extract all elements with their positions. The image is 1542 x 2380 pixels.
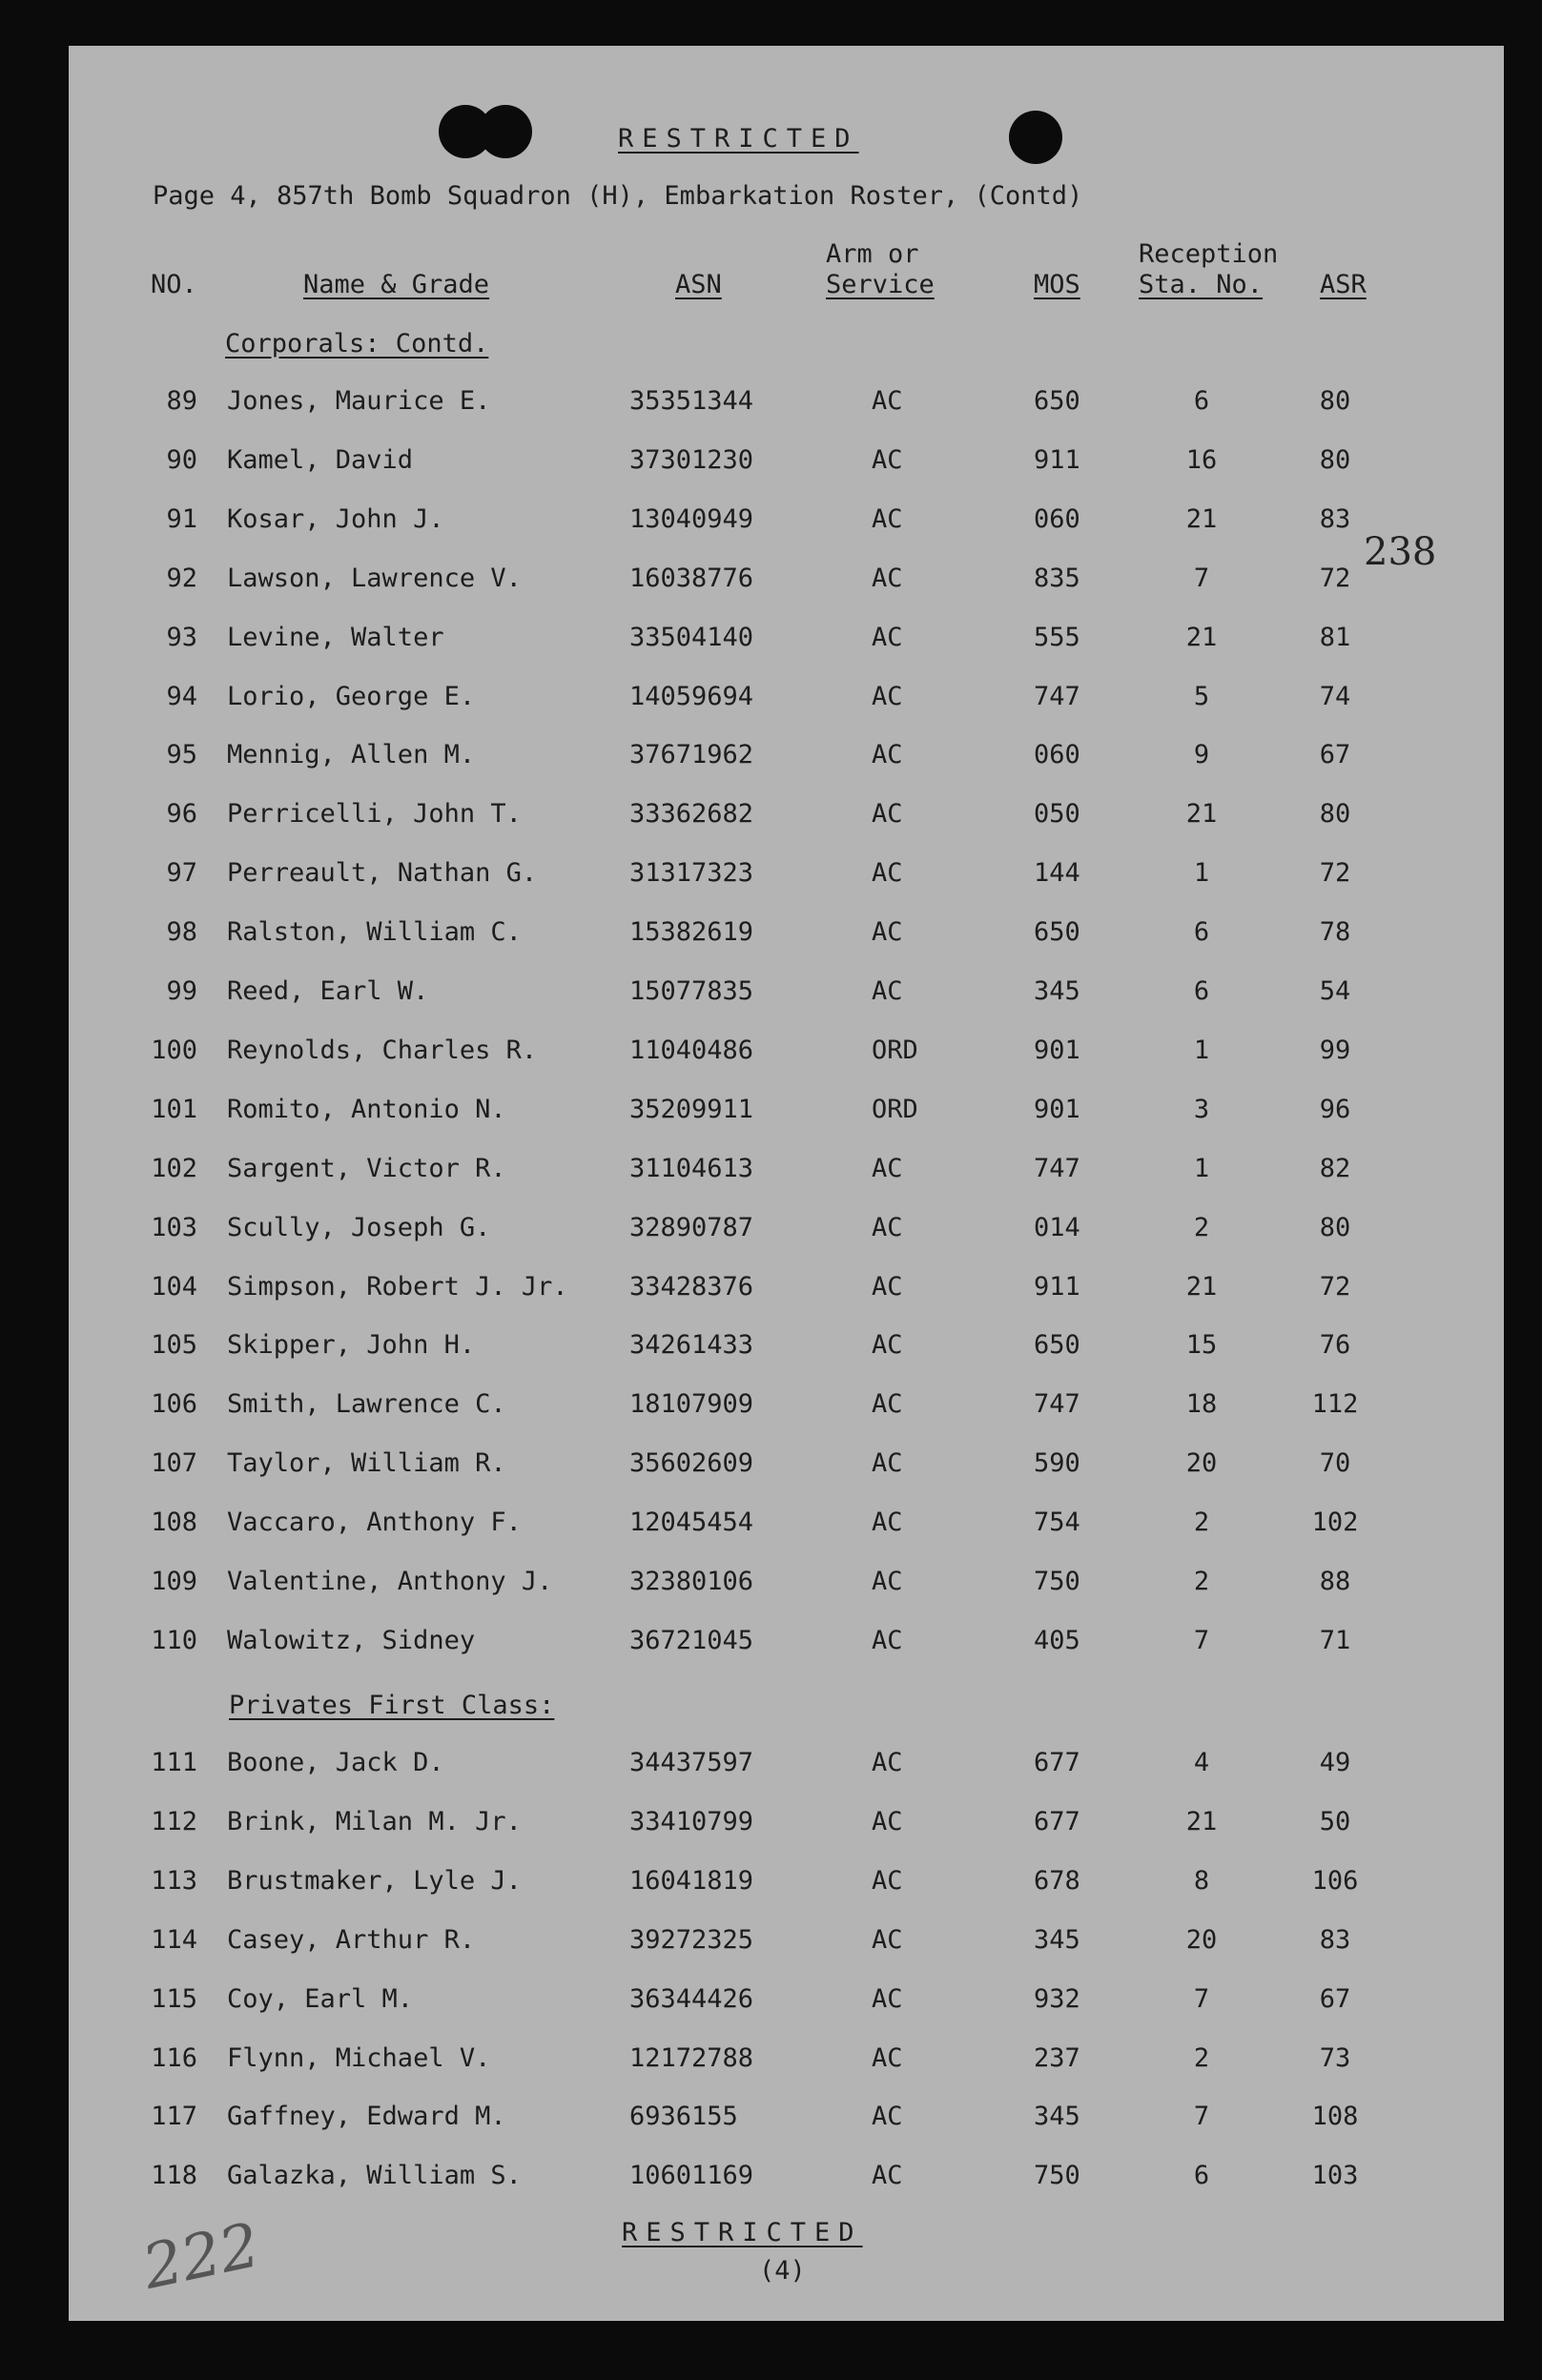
cell-mos: 060 (1034, 740, 1080, 770)
table-row (0, 1625, 1542, 1657)
cell-mos: 014 (1034, 1212, 1080, 1242)
col-header-arm-line2: Service (826, 270, 935, 299)
page-title: Page 4, 857th Bomb Squadron (H), Embarkation Roster, (Contd) (153, 181, 1083, 211)
cell-arm-service: AC (872, 1567, 903, 1596)
cell-name-grade: Gaffney, Edward M. (227, 2102, 506, 2132)
cell-arm-service: ORD (872, 1094, 918, 1124)
cell-mos: 932 (1034, 1983, 1080, 2014)
cell-row-number: 98 (166, 917, 197, 948)
cell-reception-station: 21 (1185, 622, 1218, 652)
cell-mos: 750 (1034, 1567, 1080, 1596)
cell-arm-service: AC (872, 1806, 903, 1836)
cell-row-number: 114 (151, 1924, 197, 1955)
cell-asr: 72 (1319, 563, 1351, 593)
cell-reception-station: 7 (1193, 563, 1210, 593)
cell-name-grade: Lawson, Lawrence V. (227, 563, 522, 593)
cell-mos: 345 (1034, 976, 1080, 1006)
table-row (0, 1329, 1542, 1362)
cell-reception-station: 6 (1193, 976, 1210, 1006)
cell-asr: 80 (1319, 1212, 1351, 1242)
cell-row-number: 111 (151, 1748, 197, 1777)
col-header-asn: ASN (675, 270, 722, 299)
cell-reception-station: 21 (1185, 1271, 1218, 1302)
cell-row-number: 100 (151, 1035, 197, 1065)
cell-asr: 78 (1319, 917, 1351, 948)
cell-mos: 345 (1034, 1924, 1080, 1955)
cell-reception-station: 2 (1193, 1212, 1210, 1242)
cell-row-number: 94 (166, 681, 197, 711)
cell-mos: 754 (1034, 1508, 1080, 1538)
cell-row-number: 117 (151, 2102, 197, 2132)
cell-reception-station: 20 (1185, 1924, 1218, 1955)
page-number: (4) (759, 2256, 806, 2286)
stamp-number: 238 (1364, 530, 1437, 574)
cell-asn: 13040949 (629, 503, 754, 534)
cell-arm-service: AC (872, 799, 903, 830)
table-row (0, 1447, 1542, 1480)
cell-name-grade: Jones, Maurice E. (227, 386, 491, 416)
cell-row-number: 89 (166, 386, 197, 416)
cell-name-grade: Romito, Antonio N. (227, 1094, 506, 1124)
cell-name-grade: Skipper, John H. (227, 1330, 476, 1361)
table-row (0, 1388, 1542, 1421)
cell-asr: 71 (1319, 1625, 1351, 1655)
cell-asr: 72 (1319, 858, 1351, 889)
cell-arm-service: AC (872, 444, 903, 475)
cell-row-number: 95 (166, 740, 197, 770)
cell-mos: 901 (1034, 1094, 1080, 1124)
cell-mos: 345 (1034, 2102, 1080, 2132)
cell-asr: 80 (1319, 444, 1351, 475)
cell-asr: 96 (1319, 1094, 1351, 1124)
punch-hole (479, 105, 532, 158)
cell-asr: 73 (1319, 2042, 1351, 2073)
table-row (0, 1153, 1542, 1185)
cell-mos: 747 (1034, 1153, 1080, 1183)
table-row (0, 1271, 1542, 1303)
cell-name-grade: Smith, Lawrence C. (227, 1389, 506, 1420)
cell-reception-station: 8 (1193, 1865, 1210, 1896)
cell-reception-station: 2 (1193, 2042, 1210, 2073)
cell-asr: 88 (1319, 1567, 1351, 1596)
table-row (0, 798, 1542, 831)
cell-asn: 33410799 (629, 1806, 754, 1836)
cell-name-grade: Flynn, Michael V. (227, 2042, 491, 2073)
cell-mos: 901 (1034, 1035, 1080, 1065)
cell-mos: 747 (1034, 681, 1080, 711)
cell-asn: 35209911 (629, 1094, 754, 1124)
cell-name-grade: Mennig, Allen M. (227, 740, 476, 770)
cell-asr: 108 (1311, 2102, 1359, 2132)
cell-row-number: 91 (166, 503, 197, 534)
table-row (0, 1094, 1542, 1126)
table-row (0, 2042, 1542, 2075)
cell-name-grade: Reynolds, Charles R. (227, 1035, 538, 1065)
cell-name-grade: Simpson, Robert J. Jr. (227, 1271, 568, 1302)
cell-asn: 35602609 (629, 1448, 754, 1479)
cell-reception-station: 1 (1193, 858, 1210, 889)
cell-name-grade: Levine, Walter (227, 622, 444, 652)
cell-reception-station: 2 (1193, 1508, 1210, 1538)
table-row (0, 622, 1542, 654)
cell-row-number: 103 (151, 1212, 197, 1242)
cell-asn: 36344426 (629, 1983, 754, 2014)
col-header-mos: MOS (1034, 270, 1080, 299)
cell-row-number: 107 (151, 1448, 197, 1479)
cell-asn: 34261433 (629, 1330, 754, 1361)
table-row (0, 975, 1542, 1008)
cell-arm-service: AC (872, 976, 903, 1006)
cell-mos: 650 (1034, 917, 1080, 948)
cell-asr: 76 (1319, 1330, 1351, 1361)
cell-asr: 72 (1319, 1271, 1351, 1302)
cell-asn: 18107909 (629, 1389, 754, 1420)
col-header-name: Name & Grade (303, 270, 490, 299)
cell-mos: 650 (1034, 1330, 1080, 1361)
table-row (0, 2160, 1542, 2192)
cell-asr: 83 (1319, 1924, 1351, 1955)
cell-asn: 15077835 (629, 976, 754, 1006)
cell-row-number: 93 (166, 622, 197, 652)
cell-name-grade: Kosar, John J. (227, 503, 444, 534)
table-row (0, 1212, 1542, 1244)
col-header-arm-line1: Arm or (826, 239, 919, 269)
cell-arm-service: AC (872, 917, 903, 948)
cell-mos: 590 (1034, 1448, 1080, 1479)
cell-asr: 49 (1319, 1748, 1351, 1777)
cell-reception-station: 7 (1193, 2102, 1210, 2132)
cell-asn: 10601169 (629, 2161, 754, 2191)
cell-mos: 677 (1034, 1806, 1080, 1836)
cell-name-grade: Brustmaker, Lyle J. (227, 1865, 522, 1896)
cell-mos: 747 (1034, 1389, 1080, 1420)
cell-reception-station: 6 (1193, 2161, 1210, 2191)
cell-reception-station: 15 (1185, 1330, 1218, 1361)
cell-asn: 31317323 (629, 858, 754, 889)
section-title-corporals: Corporals: Contd. (225, 329, 489, 359)
cell-asn: 32890787 (629, 1212, 754, 1242)
cell-row-number: 116 (151, 2042, 197, 2073)
cell-row-number: 109 (151, 1567, 197, 1596)
cell-mos: 144 (1034, 858, 1080, 889)
cell-asn: 12045454 (629, 1508, 754, 1538)
cell-arm-service: AC (872, 1865, 903, 1896)
cell-row-number: 90 (166, 444, 197, 475)
cell-arm-service: AC (872, 1924, 903, 1955)
cell-row-number: 110 (151, 1625, 197, 1655)
cell-row-number: 92 (166, 563, 197, 593)
cell-mos: 750 (1034, 2161, 1080, 2191)
cell-asr: 102 (1311, 1508, 1359, 1538)
restricted-header: RESTRICTED (618, 124, 859, 154)
cell-arm-service: AC (872, 1389, 903, 1420)
cell-reception-station: 6 (1193, 386, 1210, 416)
cell-asr: 50 (1319, 1806, 1351, 1836)
cell-mos: 555 (1034, 622, 1080, 652)
cell-row-number: 115 (151, 1983, 197, 2014)
cell-asr: 112 (1311, 1389, 1359, 1420)
cell-row-number: 106 (151, 1389, 197, 1420)
col-header-sta-line1: Reception (1139, 239, 1279, 269)
col-header-sta-line2: Sta. No. (1139, 270, 1264, 299)
cell-name-grade: Brink, Milan M. Jr. (227, 1806, 522, 1836)
cell-name-grade: Walowitz, Sidney (227, 1625, 476, 1655)
cell-reception-station: 21 (1185, 503, 1218, 534)
cell-asn: 33428376 (629, 1271, 754, 1302)
cell-mos: 677 (1034, 1748, 1080, 1777)
cell-mos: 650 (1034, 386, 1080, 416)
cell-name-grade: Boone, Jack D. (227, 1748, 444, 1777)
cell-name-grade: Vaccaro, Anthony F. (227, 1508, 522, 1538)
cell-arm-service: AC (872, 1153, 903, 1183)
table-row (0, 1924, 1542, 1957)
cell-asn: 33362682 (629, 799, 754, 830)
cell-mos: 835 (1034, 563, 1080, 593)
table-row (0, 739, 1542, 771)
table-row (0, 563, 1542, 595)
cell-reception-station: 16 (1185, 444, 1218, 475)
cell-row-number: 108 (151, 1508, 197, 1538)
cell-arm-service: AC (872, 681, 903, 711)
cell-arm-service: AC (872, 1448, 903, 1479)
cell-arm-service: AC (872, 740, 903, 770)
cell-arm-service: AC (872, 563, 903, 593)
cell-row-number: 101 (151, 1094, 197, 1124)
cell-mos: 678 (1034, 1865, 1080, 1896)
cell-asr: 81 (1319, 622, 1351, 652)
cell-arm-service: AC (872, 2042, 903, 2073)
table-row (0, 681, 1542, 713)
cell-arm-service: AC (872, 503, 903, 534)
cell-reception-station: 20 (1185, 1448, 1218, 1479)
table-row (0, 1507, 1542, 1539)
cell-asn: 35351344 (629, 386, 754, 416)
cell-asr: 74 (1319, 681, 1351, 711)
cell-reception-station: 3 (1193, 1094, 1210, 1124)
table-row (0, 1747, 1542, 1779)
cell-asn: 37301230 (629, 444, 754, 475)
cell-mos: 237 (1034, 2042, 1080, 2073)
cell-reception-station: 7 (1193, 1625, 1210, 1655)
cell-mos: 911 (1034, 444, 1080, 475)
cell-arm-service: ORD (872, 1035, 918, 1065)
cell-arm-service: AC (872, 2102, 903, 2132)
cell-mos: 911 (1034, 1271, 1080, 1302)
cell-arm-service: AC (872, 2161, 903, 2191)
cell-name-grade: Reed, Earl W. (227, 976, 429, 1006)
cell-asn: 11040486 (629, 1035, 754, 1065)
cell-arm-service: AC (872, 1330, 903, 1361)
cell-row-number: 99 (166, 976, 197, 1006)
table-row (0, 857, 1542, 890)
table-row (0, 916, 1542, 949)
cell-reception-station: 5 (1193, 681, 1210, 711)
cell-row-number: 96 (166, 799, 197, 830)
cell-name-grade: Coy, Earl M. (227, 1983, 414, 2014)
cell-asn: 37671962 (629, 740, 754, 770)
cell-row-number: 104 (151, 1271, 197, 1302)
table-row (0, 1035, 1542, 1067)
punch-hole (1009, 111, 1062, 164)
cell-arm-service: AC (872, 1212, 903, 1242)
cell-arm-service: AC (872, 858, 903, 889)
cell-name-grade: Casey, Arthur R. (227, 1924, 476, 1955)
cell-arm-service: AC (872, 1271, 903, 1302)
cell-reception-station: 1 (1193, 1153, 1210, 1183)
cell-asn: 32380106 (629, 1567, 754, 1596)
cell-row-number: 112 (151, 1806, 197, 1836)
handwritten-mark: 222 (136, 2210, 266, 2304)
cell-reception-station: 7 (1193, 1983, 1210, 2014)
cell-asn: 16038776 (629, 563, 754, 593)
cell-mos: 050 (1034, 799, 1080, 830)
cell-arm-service: AC (872, 1748, 903, 1777)
cell-asr: 99 (1319, 1035, 1351, 1065)
cell-row-number: 102 (151, 1153, 197, 1183)
cell-name-grade: Lorio, George E. (227, 681, 476, 711)
col-header-asr: ASR (1320, 270, 1367, 299)
cell-name-grade: Perricelli, John T. (227, 799, 522, 830)
cell-name-grade: Taylor, William R. (227, 1448, 506, 1479)
cell-name-grade: Kamel, David (227, 444, 414, 475)
cell-reception-station: 4 (1193, 1748, 1210, 1777)
cell-asn: 12172788 (629, 2042, 754, 2073)
cell-reception-station: 2 (1193, 1567, 1210, 1596)
table-row (0, 503, 1542, 536)
cell-asn: 33504140 (629, 622, 754, 652)
cell-asr: 80 (1319, 799, 1351, 830)
table-row (0, 385, 1542, 418)
cell-asr: 67 (1319, 1983, 1351, 2014)
cell-row-number: 105 (151, 1330, 197, 1361)
cell-reception-station: 21 (1185, 1806, 1218, 1836)
cell-asn: 39272325 (629, 1924, 754, 1955)
cell-asr: 80 (1319, 386, 1351, 416)
restricted-footer: RESTRICTED (622, 2218, 863, 2247)
table-row (0, 2101, 1542, 2133)
cell-name-grade: Ralston, William C. (227, 917, 522, 948)
cell-asn: 34437597 (629, 1748, 754, 1777)
cell-asr: 82 (1319, 1153, 1351, 1183)
cell-name-grade: Perreault, Nathan G. (227, 858, 538, 889)
cell-arm-service: AC (872, 386, 903, 416)
cell-asr: 83 (1319, 503, 1351, 534)
cell-row-number: 113 (151, 1865, 197, 1896)
cell-arm-service: AC (872, 1983, 903, 2014)
cell-name-grade: Scully, Joseph G. (227, 1212, 491, 1242)
cell-asn: 6936155 (629, 2102, 738, 2132)
section-title-privates: Privates First Class: (229, 1691, 555, 1720)
cell-row-number: 97 (166, 858, 197, 889)
cell-reception-station: 18 (1185, 1389, 1218, 1420)
table-row (0, 444, 1542, 477)
col-header-no: NO. (151, 270, 197, 299)
cell-mos: 060 (1034, 503, 1080, 534)
cell-mos: 405 (1034, 1625, 1080, 1655)
cell-arm-service: AC (872, 1508, 903, 1538)
cell-asr: 70 (1319, 1448, 1351, 1479)
cell-reception-station: 6 (1193, 917, 1210, 948)
cell-asr: 67 (1319, 740, 1351, 770)
cell-reception-station: 21 (1185, 799, 1218, 830)
cell-reception-station: 9 (1193, 740, 1210, 770)
cell-name-grade: Galazka, William S. (227, 2161, 522, 2191)
cell-asn: 31104613 (629, 1153, 754, 1183)
cell-asn: 14059694 (629, 681, 754, 711)
cell-reception-station: 1 (1193, 1035, 1210, 1065)
table-row (0, 1806, 1542, 1838)
cell-name-grade: Valentine, Anthony J. (227, 1567, 553, 1596)
cell-name-grade: Sargent, Victor R. (227, 1153, 506, 1183)
cell-asr: 106 (1311, 1865, 1359, 1896)
cell-asn: 15382619 (629, 917, 754, 948)
cell-asn: 16041819 (629, 1865, 754, 1896)
table-row (0, 1983, 1542, 2016)
table-row (0, 1566, 1542, 1598)
cell-arm-service: AC (872, 622, 903, 652)
cell-arm-service: AC (872, 1625, 903, 1655)
cell-asr: 103 (1311, 2161, 1359, 2191)
cell-row-number: 118 (151, 2161, 197, 2191)
cell-asn: 36721045 (629, 1625, 754, 1655)
table-row (0, 1865, 1542, 1898)
cell-asr: 54 (1319, 976, 1351, 1006)
